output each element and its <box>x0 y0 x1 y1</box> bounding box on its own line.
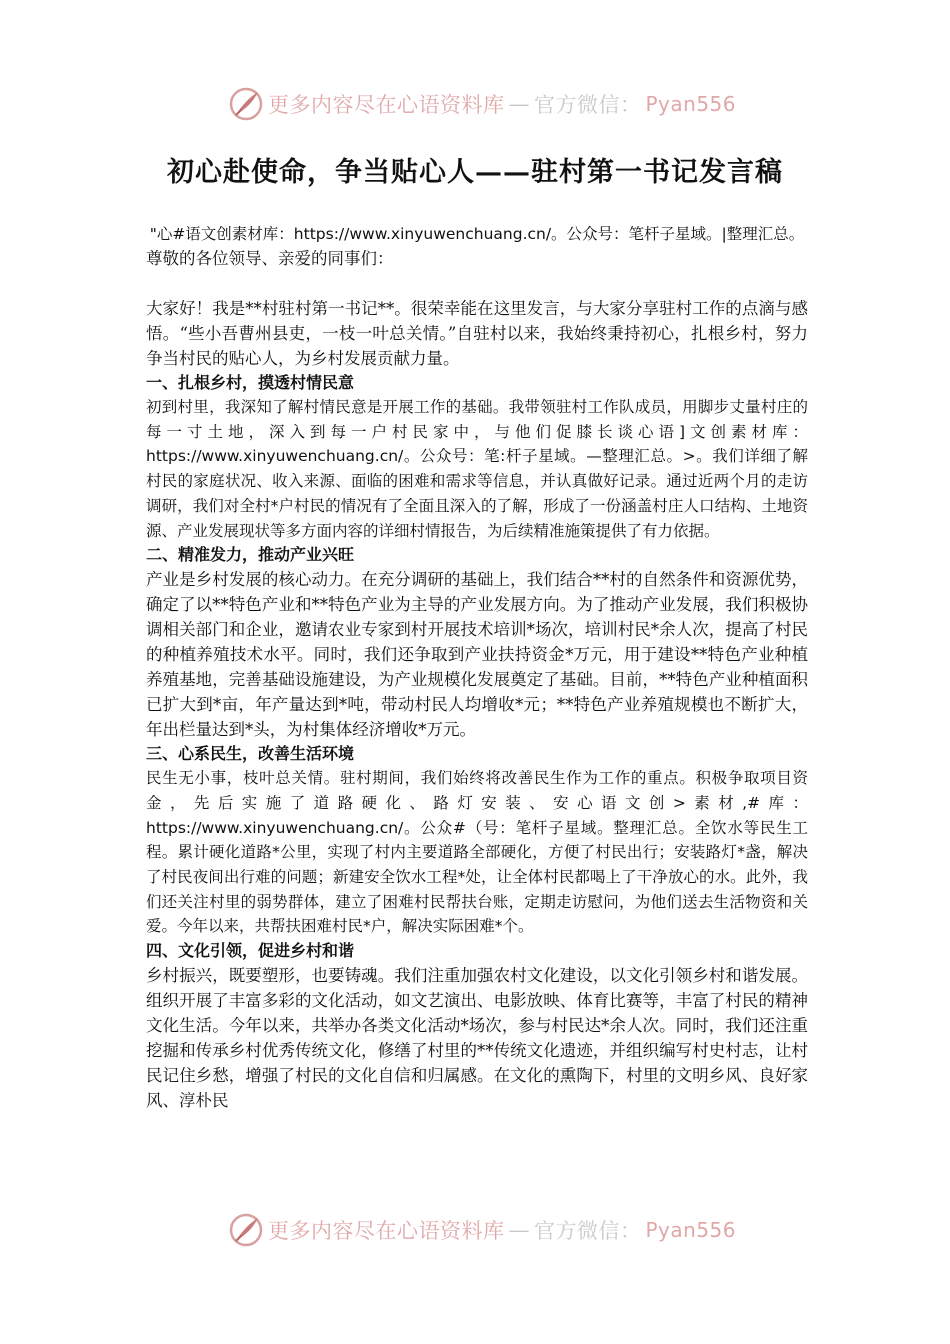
blank-line <box>146 271 808 296</box>
intro-paragraph: 大家好！我是**村驻村第一书记**。很荣幸能在这里发言，与大家分享驻村工作的点滴与感悟。“些小吾曹州县吏，一枝一叶总关情。”自驻村以来，我始终秉持初心，扎根乡村，努力争当村民的贴心人，为乡村发展贡献力量。 <box>146 299 808 368</box>
banner-wechat-label: 官方微信： <box>534 93 642 117</box>
quill-logo-icon <box>228 1212 264 1248</box>
source-line: "心#语文创素材库：https://www.xinyuwenchuang.cn/。公众号：笔杆子星域。|整理汇总。 <box>149 225 805 243</box>
banner-wechat-id: Pyan556 <box>645 92 737 116</box>
banner-text: 更多内容尽在心语资料库 <box>268 1219 505 1243</box>
section-heading-1: 一、扎根乡村，摸透村情民意 <box>146 373 355 392</box>
banner-dash: — <box>508 1218 530 1242</box>
header-watermark-banner <box>228 84 737 124</box>
banner-dash: — <box>508 92 530 116</box>
section-body-1: 初到村里，我深知了解村情民意是开展工作的基础。我带领驻村工作队成员，用脚步丈量村庄的每一寸土地，深入到每一户村民家中，与他们促膝长谈心语]文创素材库：https://www.xinyuwenchuang.cn/。公众号：笔:杆子星域。—整理汇总。>。我们详细了解村民的家庭状况、收入来源、面临的困难和需求等信息，并认真做好记录。通过近两个月的走访调研，我们对全村*户村民的情况有了全面且深入的了解，形成了一份涵盖村庄人口结构、土地资源、产业发展现状等多方面内容的详细村情报告，为后续精准施策提供了有力依据。 <box>146 398 808 540</box>
section-body-2: 产业是乡村发展的核心动力。在充分调研的基础上，我们结合**村的自然条件和资源优势，确定了以**特色产业和**特色产业为主导的产业发展方向。为了推动产业发展，我们积极协调相关部门和企业，邀请农业专家到村开展技术培训*场次，培训村民*余人次，提高了村民的种植养殖技术水平。同时，我们还争取到产业扶持资金*万元，用于建设**特色产业种植养殖基地，完善基础设施建设，为产业规模化发展奠定了基础。目前，**特色产业种植面积已扩大到*亩，年产量达到*吨，带动村民人均增收*元；**特色产业养殖规模也不断扩大，年出栏量达到*头，为村集体经济增收*万元。 <box>146 570 808 740</box>
banner-text: 更多内容尽在心语资料库 <box>268 93 505 117</box>
section-heading-2: 二、精准发力，推动产业兴旺 <box>146 545 355 565</box>
section-heading-3: 三、心系民生，改善生活环境 <box>146 744 355 764</box>
document-title: 初心赴使命，争当贴心人——驻村第一书记发言稿 <box>167 157 783 188</box>
banner-wechat-id: Pyan556 <box>645 1218 737 1242</box>
banner-wechat-label: 官方微信： <box>534 1219 642 1243</box>
section-body-3: 民生无小事，枝叶总关情。驻村期间，我们始终将改善民生作为工作的重点。积极争取项目资金，先后实施了道路硬化、路灯安装、安心语文创>素材,#库：https://www.xinyuwenchuang.cn/。公众#（号：笔杆子星域。整理汇总。全饮水等民生工程。累计硬化道路*公里，实现了村内主要道路全部硬化，方便了村民出行；安装路灯*盏，解决了村民夜间出行难的问题；新建安全饮水工程*处，让全体村民都喝上了干净放心的水。此外，我们还关注村里的弱势群体，建立了困难村民帮扶台账，定期走访慰问，为他们送去生活物资和关爱。今年以来，共帮扶困难村民*户，解决实际困难*个。 <box>146 769 808 936</box>
greeting: 尊敬的各位领导、亲爱的同事们： <box>146 249 394 268</box>
document-body <box>146 222 808 1113</box>
footer-watermark-banner <box>228 1210 737 1250</box>
section-body-4: 乡村振兴，既要塑形，也要铸魂。我们注重加强农村文化建设，以文化引领乡村和谐发展。组织开展了丰富多彩的文化活动，如文艺演出、电影放映、体育比赛等，丰富了村民的精神文化生活。今年以来，共举办各类文化活动*场次，参与村民达*余人次。同时，我们还注重挖掘和传承乡村优秀传统文化，修缮了村里的**传统文化遗迹，并组织编写村史村志，让村民记住乡愁，增强了村民的文化自信和归属感。在文化的熏陶下，村里的文明乡风、良好家风、淳朴民 <box>146 966 808 1111</box>
quill-logo-icon <box>228 86 264 122</box>
section-heading-4: 四、文化引领，促进乡村和谐 <box>146 941 355 961</box>
